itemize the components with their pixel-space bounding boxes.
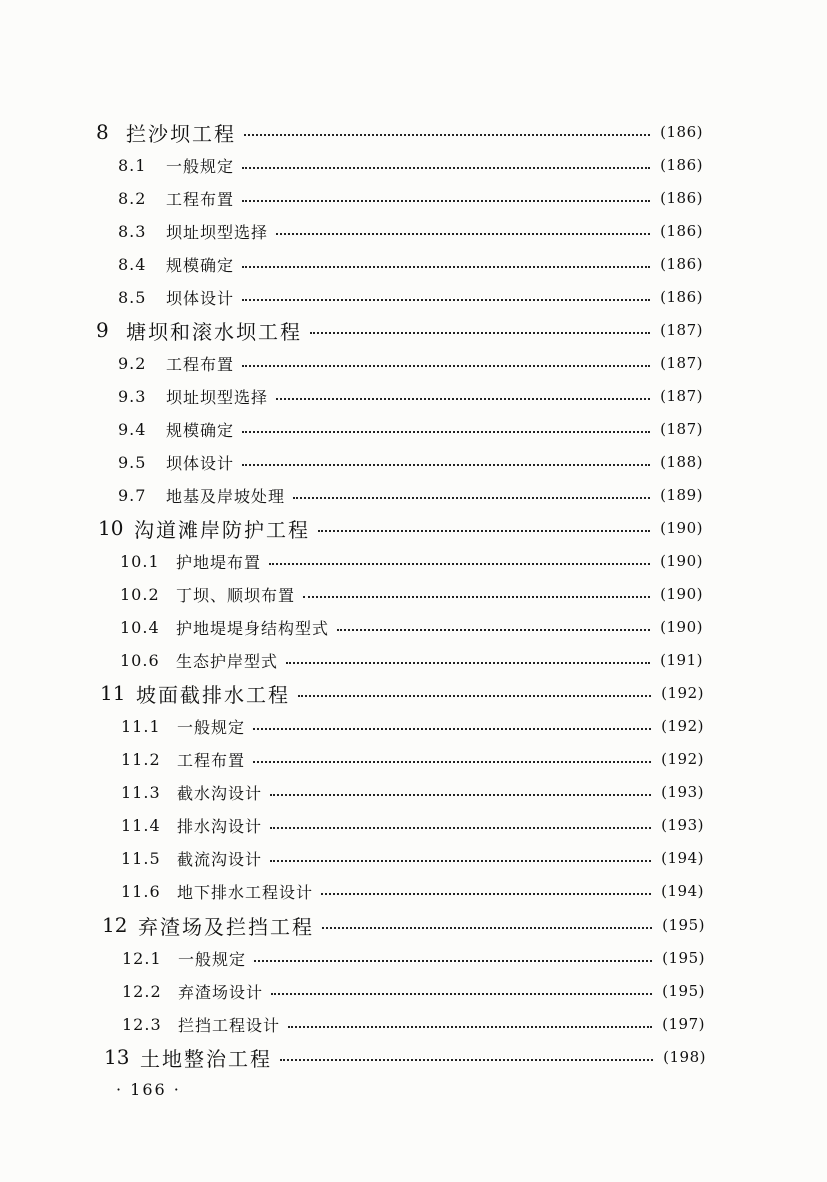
entry-title: 工程布置 bbox=[177, 750, 246, 770]
toc-entry-section[interactable] bbox=[118, 447, 703, 477]
toc-entry-section[interactable] bbox=[120, 645, 703, 675]
entry-title: 规模确定 bbox=[166, 420, 235, 440]
toc-entry-section[interactable] bbox=[121, 711, 704, 741]
entry-number: 11 bbox=[100, 681, 126, 705]
entry-title: 拦挡工程设计 bbox=[178, 1015, 281, 1035]
dot-leader bbox=[270, 858, 651, 862]
entry-page: (190) bbox=[660, 585, 703, 603]
entry-page: (191) bbox=[660, 651, 703, 669]
entry-page: (190) bbox=[660, 552, 703, 570]
entry-number: 9.5 bbox=[118, 452, 147, 472]
entry-number: 8.2 bbox=[118, 188, 147, 208]
entry-page: (186) bbox=[660, 123, 703, 141]
dot-leader bbox=[270, 792, 651, 796]
entry-title: 一般规定 bbox=[177, 717, 246, 737]
entry-page: (192) bbox=[661, 684, 704, 702]
entry-title: 截水沟设计 bbox=[177, 783, 263, 803]
entry-title: 工程布置 bbox=[166, 354, 235, 374]
entry-number: 10.2 bbox=[120, 584, 160, 604]
entry-page: (195) bbox=[662, 949, 705, 967]
entry-title: 护地堤布置 bbox=[176, 552, 262, 572]
entry-title: 规模确定 bbox=[166, 255, 235, 275]
entry-title: 弃渣场设计 bbox=[178, 982, 264, 1002]
toc-entry-section[interactable] bbox=[120, 546, 703, 576]
entry-page: (187) bbox=[660, 354, 703, 372]
entry-title: 护地堤堤身结构型式 bbox=[176, 618, 330, 638]
toc-entry-section[interactable] bbox=[118, 183, 703, 213]
entry-title: 弃渣场及拦挡工程 bbox=[138, 914, 314, 939]
dot-leader bbox=[242, 198, 650, 202]
dot-leader bbox=[293, 495, 650, 499]
toc-entry-section[interactable] bbox=[121, 744, 704, 774]
entry-title: 生态护岸型式 bbox=[176, 651, 279, 671]
entry-page: (187) bbox=[660, 321, 703, 339]
entry-number: 8 bbox=[96, 120, 109, 144]
toc-entry-section[interactable] bbox=[122, 943, 705, 973]
entry-number: 8.4 bbox=[118, 254, 147, 274]
entry-page: (187) bbox=[660, 420, 703, 438]
entry-number: 11.4 bbox=[121, 815, 161, 835]
toc-entry-section[interactable] bbox=[118, 480, 703, 510]
toc-entry-section[interactable] bbox=[121, 810, 704, 840]
entry-title: 一般规定 bbox=[178, 949, 247, 969]
dot-leader bbox=[271, 991, 652, 995]
entry-number: 8.5 bbox=[118, 287, 147, 307]
dot-leader bbox=[242, 264, 650, 268]
dot-leader bbox=[280, 1057, 653, 1061]
entry-number: 9.4 bbox=[118, 419, 147, 439]
entry-number: 11.1 bbox=[121, 716, 161, 736]
entry-number: 10.4 bbox=[120, 617, 160, 637]
toc-entry-chapter-13[interactable] bbox=[104, 1042, 706, 1072]
dot-leader bbox=[321, 891, 651, 895]
entry-page: (193) bbox=[661, 816, 704, 834]
entry-page: (193) bbox=[661, 783, 704, 801]
entry-title: 土地整治工程 bbox=[140, 1046, 272, 1071]
toc-entry-chapter-8[interactable] bbox=[96, 117, 703, 147]
entry-number: 9.7 bbox=[118, 485, 147, 505]
toc-entry-chapter-10[interactable] bbox=[98, 513, 703, 543]
entry-page: (186) bbox=[660, 288, 703, 306]
toc-entry-section[interactable] bbox=[122, 1009, 705, 1039]
entry-number: 12.2 bbox=[122, 981, 162, 1001]
dot-leader bbox=[288, 1024, 652, 1028]
entry-number: 11.3 bbox=[121, 782, 161, 802]
dot-leader bbox=[270, 825, 651, 829]
entry-page: (194) bbox=[661, 849, 704, 867]
entry-page: (195) bbox=[662, 916, 705, 934]
toc-entry-section[interactable] bbox=[118, 216, 703, 246]
entry-page: (194) bbox=[661, 882, 704, 900]
entry-title: 坝址坝型选择 bbox=[166, 222, 269, 242]
dot-leader bbox=[276, 396, 650, 400]
toc-entry-section[interactable] bbox=[121, 876, 704, 906]
toc-entry-section[interactable] bbox=[118, 282, 703, 312]
entry-number: 13 bbox=[104, 1045, 130, 1069]
entry-title: 地下排水工程设计 bbox=[177, 882, 314, 902]
dot-leader bbox=[310, 330, 650, 334]
toc-entry-section[interactable] bbox=[118, 414, 703, 444]
dot-leader bbox=[254, 958, 652, 962]
entry-number: 11.2 bbox=[121, 749, 161, 769]
entry-number: 10.1 bbox=[120, 551, 160, 571]
entry-number: 9.2 bbox=[118, 353, 147, 373]
dot-leader bbox=[298, 693, 651, 697]
dot-leader bbox=[242, 165, 650, 169]
toc-entry-section[interactable] bbox=[120, 612, 703, 642]
entry-title: 地基及岸坡处理 bbox=[166, 486, 286, 506]
entry-title: 一般规定 bbox=[166, 156, 235, 176]
dot-leader bbox=[303, 594, 650, 598]
dot-leader bbox=[276, 231, 650, 235]
dot-leader bbox=[269, 561, 650, 565]
dot-leader bbox=[242, 363, 650, 367]
entry-title: 丁坝、顺坝布置 bbox=[176, 585, 296, 605]
entry-number: 11.5 bbox=[121, 848, 161, 868]
toc-entry-section[interactable] bbox=[118, 150, 703, 180]
toc-entry-section[interactable] bbox=[122, 976, 705, 1006]
entry-title: 拦沙坝工程 bbox=[126, 121, 236, 146]
entry-title: 坝址坝型选择 bbox=[166, 387, 269, 407]
entry-page: (186) bbox=[660, 189, 703, 207]
entry-page: (190) bbox=[660, 519, 703, 537]
dot-leader bbox=[337, 627, 650, 631]
entry-number: 12 bbox=[102, 913, 128, 937]
entry-title: 坡面截排水工程 bbox=[136, 682, 290, 707]
entry-title: 塘坝和滚水坝工程 bbox=[126, 319, 302, 344]
toc-entry-section[interactable] bbox=[118, 249, 703, 279]
entry-page: (186) bbox=[660, 156, 703, 174]
entry-page: (190) bbox=[660, 618, 703, 636]
entry-page: (192) bbox=[661, 717, 704, 735]
entry-title: 工程布置 bbox=[166, 189, 235, 209]
entry-page: (192) bbox=[661, 750, 704, 768]
entry-page: (187) bbox=[660, 387, 703, 405]
dot-leader bbox=[242, 297, 650, 301]
toc-entry-chapter-11[interactable] bbox=[100, 678, 704, 708]
dot-leader bbox=[242, 429, 650, 433]
entry-page: (197) bbox=[662, 1015, 705, 1033]
dot-leader bbox=[286, 660, 650, 664]
entry-number: 12.1 bbox=[122, 948, 162, 968]
entry-number: 11.6 bbox=[121, 881, 161, 901]
entry-number: 10.6 bbox=[120, 650, 160, 670]
toc-entry-section[interactable] bbox=[118, 348, 703, 378]
dot-leader bbox=[244, 132, 650, 136]
entry-number: 9 bbox=[96, 318, 109, 342]
toc-entry-section[interactable] bbox=[121, 777, 704, 807]
entry-title: 沟道滩岸防护工程 bbox=[134, 517, 310, 542]
entry-number: 8.1 bbox=[118, 155, 147, 175]
toc-entry-section[interactable] bbox=[121, 843, 704, 873]
dot-leader bbox=[253, 759, 651, 763]
toc-entry-chapter-12[interactable] bbox=[102, 910, 705, 940]
entry-page: (198) bbox=[663, 1048, 706, 1066]
entry-number: 8.3 bbox=[118, 221, 147, 241]
toc-entry-section[interactable] bbox=[118, 381, 703, 411]
toc-entry-chapter-9[interactable] bbox=[96, 315, 703, 345]
dot-leader bbox=[322, 925, 652, 929]
entry-page: (186) bbox=[660, 222, 703, 240]
entry-page: (186) bbox=[660, 255, 703, 273]
entry-page: (189) bbox=[660, 486, 703, 504]
entry-title: 坝体设计 bbox=[166, 453, 235, 473]
entry-title: 坝体设计 bbox=[166, 288, 235, 308]
entry-title: 截流沟设计 bbox=[177, 849, 263, 869]
dot-leader bbox=[253, 726, 651, 730]
dot-leader bbox=[242, 462, 650, 466]
entry-page: (188) bbox=[660, 453, 703, 471]
page-number: · 166 · bbox=[116, 1080, 181, 1099]
dot-leader bbox=[318, 528, 650, 532]
toc-entry-section[interactable] bbox=[120, 579, 703, 609]
entry-number: 12.3 bbox=[122, 1014, 162, 1034]
entry-number: 9.3 bbox=[118, 386, 147, 406]
entry-title: 排水沟设计 bbox=[177, 816, 263, 836]
entry-number: 10 bbox=[98, 516, 124, 540]
entry-page: (195) bbox=[662, 982, 705, 1000]
